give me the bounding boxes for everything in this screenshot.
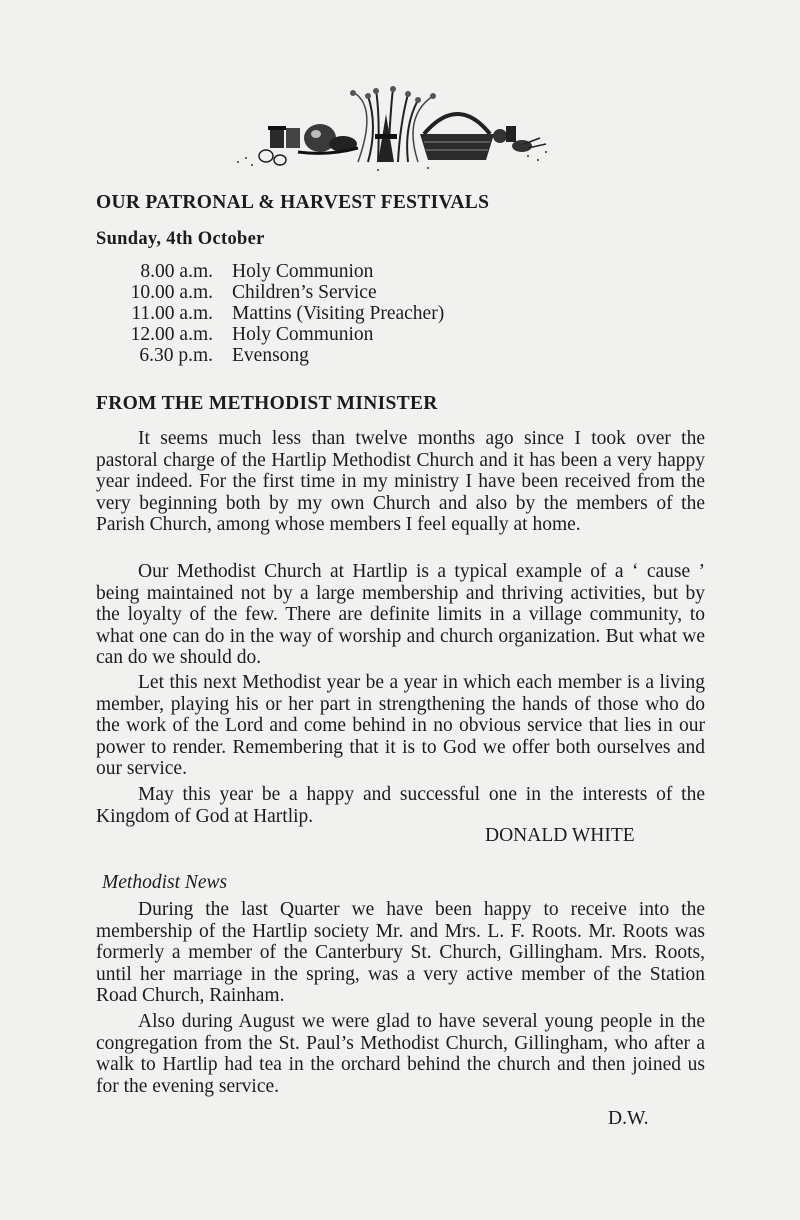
schedule-event: Evensong <box>232 345 309 366</box>
minister-paragraph: It seems much less than twelve months ago since I took over the pastoral charge of the Hartlip Methodist Church and it has been a very happy year indeed. For the first time in my ministry I have been received from the very beginning both by my own Church and also by the members of the Parish Church, among whose members I feel equally at home. <box>96 428 705 536</box>
minister-paragraph: May this year be a happy and successful one in the interests of the Kingdom of God at Hartlip. <box>96 784 705 827</box>
schedule-row <box>96 282 444 303</box>
schedule-row <box>96 324 444 345</box>
schedule-event: Children’s Service <box>232 282 377 303</box>
festivals-date: Sunday, 4th October <box>96 229 265 249</box>
schedule-time: 10.00 a.m. <box>130 282 213 303</box>
schedule-time: 11.00 a.m. <box>131 303 213 324</box>
schedule-time: 12.00 a.m. <box>130 324 213 345</box>
schedule-event: Holy Communion <box>232 261 374 282</box>
minister-heading: FROM THE METHODIST MINISTER <box>96 393 438 414</box>
news-heading: Methodist News <box>102 872 228 893</box>
service-schedule <box>96 261 444 366</box>
harvest-illustration <box>228 86 560 172</box>
schedule-event: Holy Communion <box>232 324 374 345</box>
schedule-row <box>96 303 444 324</box>
minister-signature: DONALD WHITE <box>485 825 635 846</box>
minister-paragraph: Our Methodist Church at Hartlip is a typical example of a ‘ cause ’ being maintained not by a large membership and thriving activities, but by the loyalty of the few. There are definite limits in a village community, to what one can do in the way of worship and church organization. But what we can do we should do. <box>96 561 705 669</box>
minister-paragraph: Let this next Methodist year be a year in which each member is a living member, playing his or her part in strengthening the hands of those who do the work of the Lord and come behind in no obvious service that lies in our power to render. Remembering that it is to God we offer both ourselves and our service. <box>96 672 705 780</box>
news-paragraph: During the last Quarter we have been happy to receive into the membership of the Hartlip society Mr. and Mrs. L. F. Roots. Mr. Roots was formerly a member of the Canterbury St. Church, Gillingham. Mrs. Roots, until her marriage in the spring, was a very active member of the Station Road Church, Rainham. <box>96 899 705 1007</box>
news-paragraph: Also during August we were glad to have several young people in the congregation from the St. Paul’s Methodist Church, Gillingham, who after a walk to Hartlip had tea in the orchard behind the church and then joined us for the evening service. <box>96 1011 705 1097</box>
schedule-time: 8.00 a.m. <box>140 261 213 282</box>
schedule-row <box>96 261 444 282</box>
festivals-heading: OUR PATRONAL & HARVEST FESTIVALS <box>96 192 490 213</box>
news-signature: D.W. <box>608 1108 649 1129</box>
schedule-time: 6.30 p.m. <box>139 345 213 366</box>
schedule-row <box>96 345 444 366</box>
schedule-event: Mattins (Visiting Preacher) <box>232 303 445 324</box>
